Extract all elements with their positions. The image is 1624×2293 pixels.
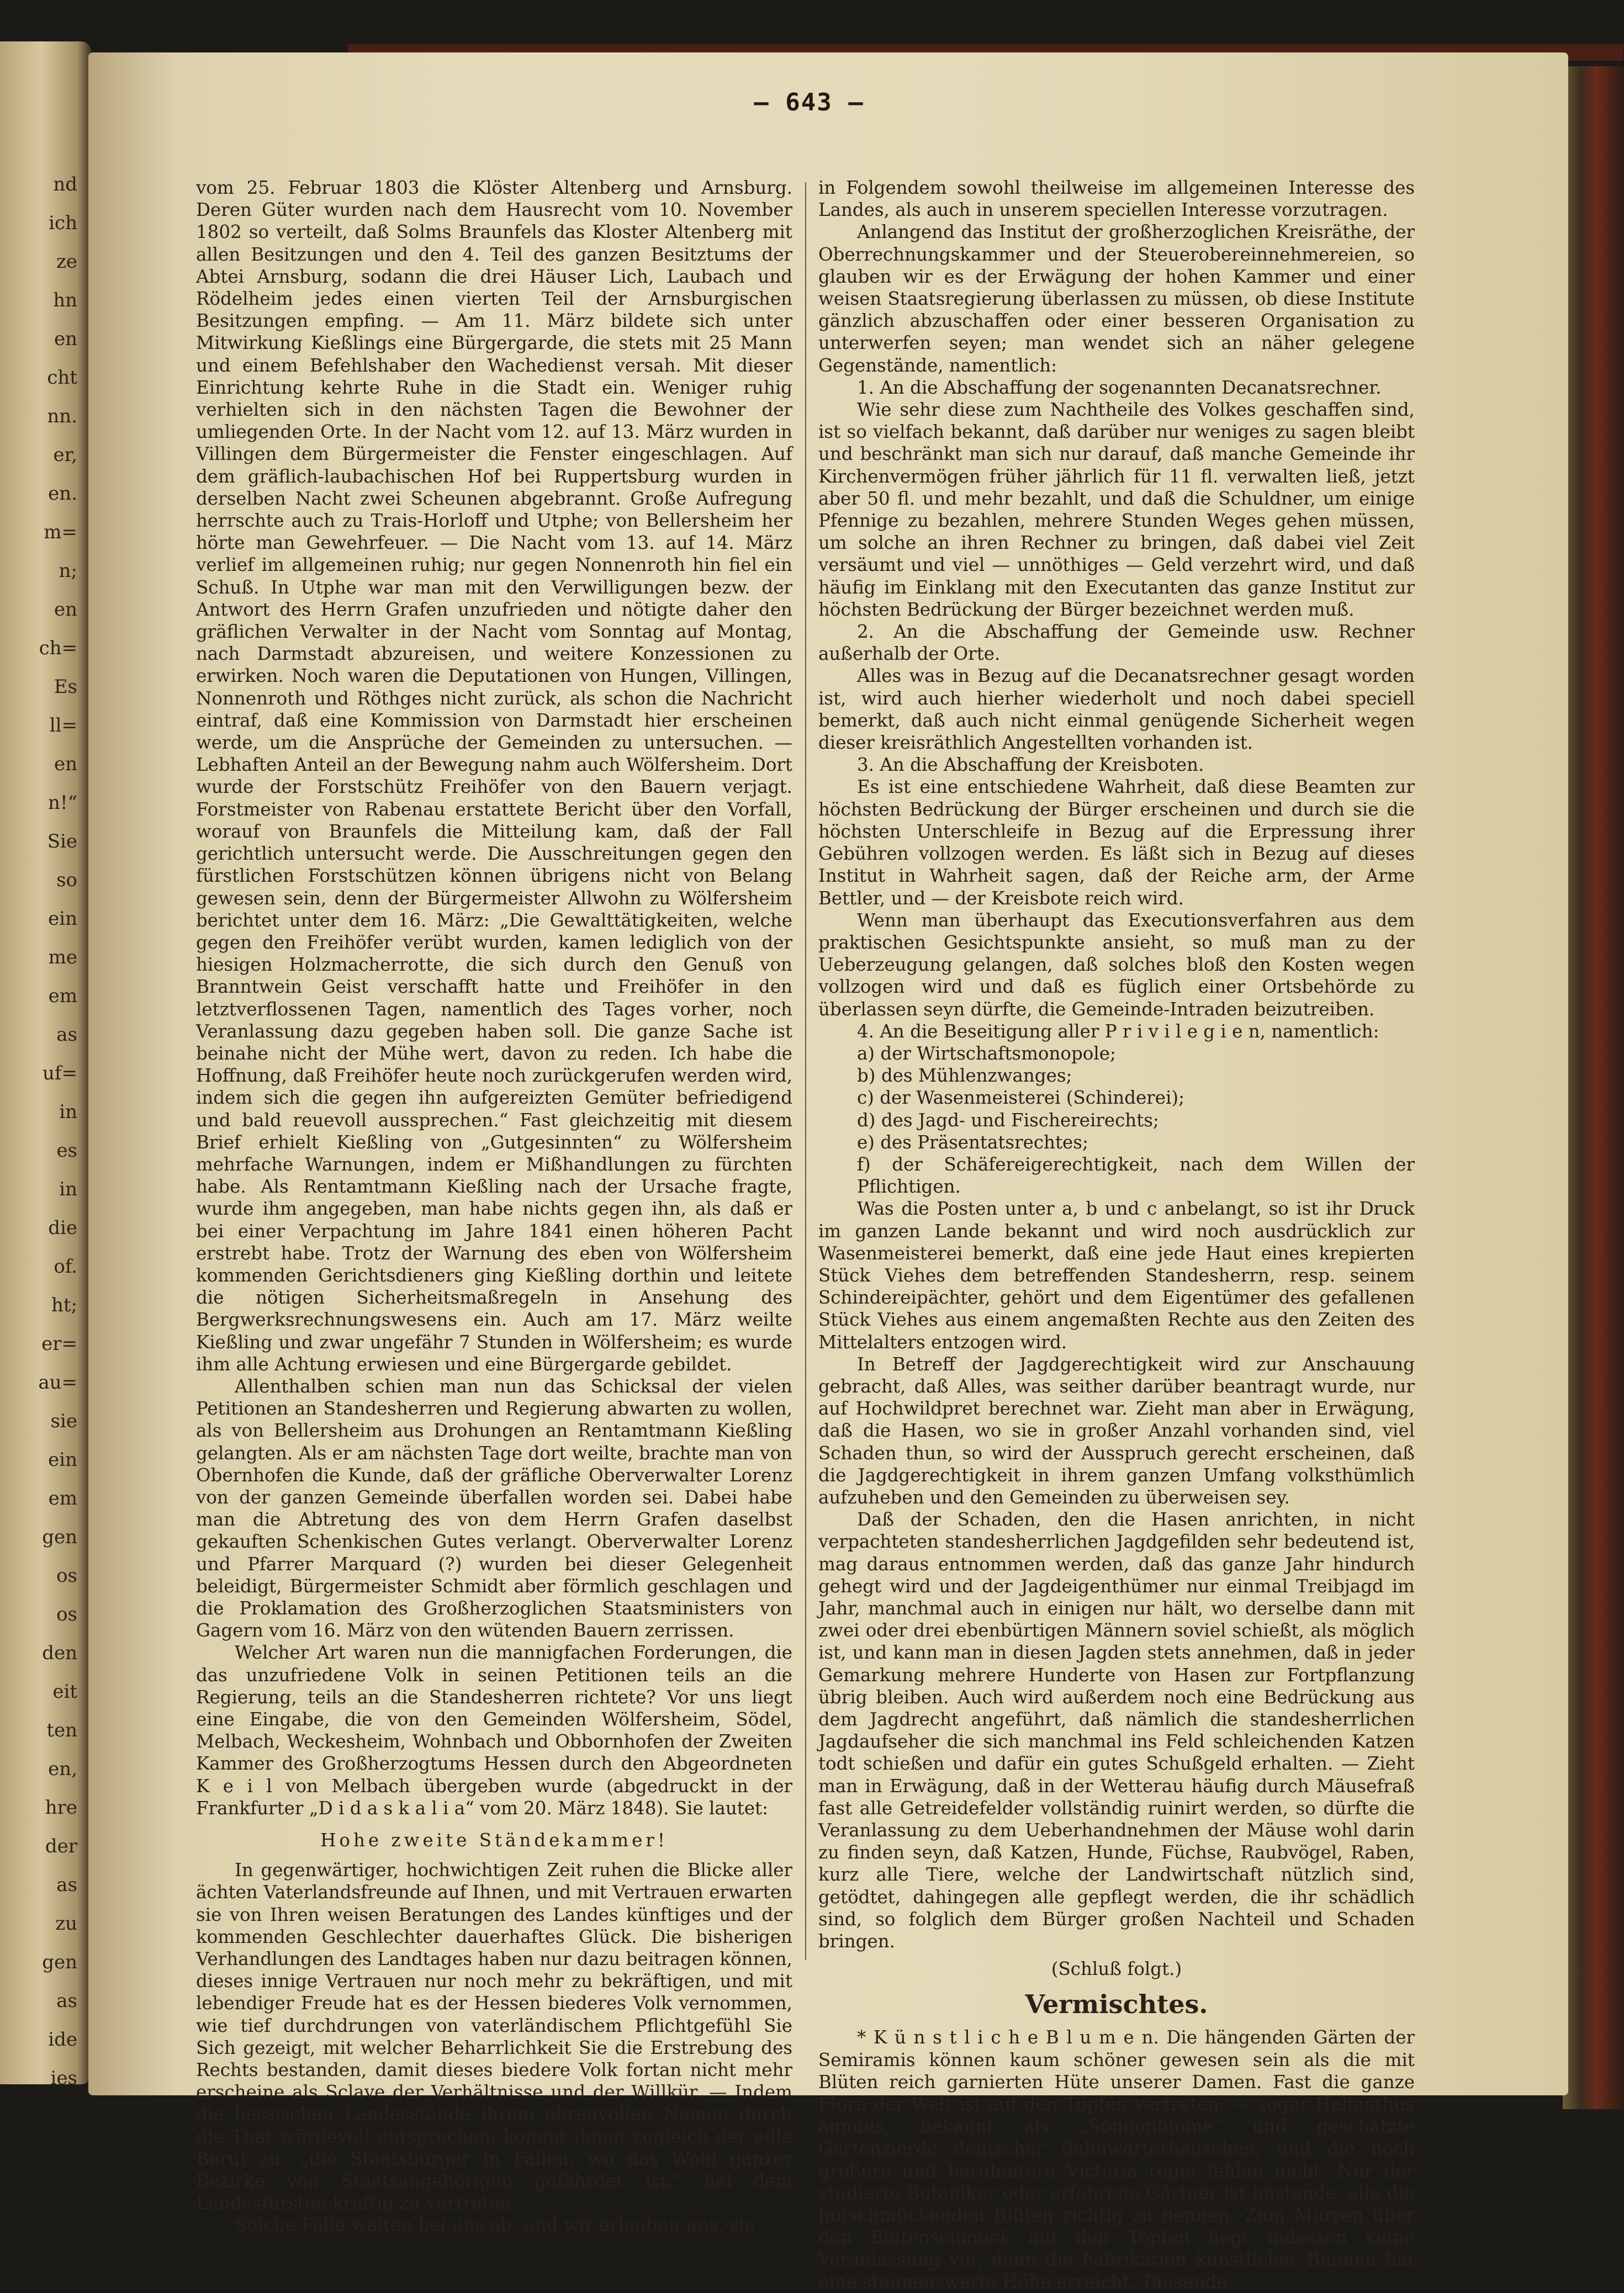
left-page-text-fragment: nn. [47, 405, 77, 427]
left-page-text-fragment: os [56, 1565, 77, 1587]
right-column [818, 177, 1415, 2292]
paragraph: 3. An die Abschaffung der Kreisboten. [857, 754, 1204, 776]
column-divider [805, 182, 806, 1960]
left-page-text-fragment: Es [54, 676, 77, 698]
left-page-text-fragment: es [56, 1140, 77, 1162]
continuation-note: (Schluß folgt.) [1051, 1958, 1182, 1980]
paragraph: Allenthalben schien man nun das Schicksal der vielen Petitionen an Standesherren und Regierung abwarten zu wollen, als von Bellersheim aus Drohungen an Rentamtmann Kießling gelangten. Als er am nächsten Tage dort weilte, brachte man von Obernhofen die Kunde, daß der gräfliche Oberverwalter Lorenz von der ganzen Gemeinde überfallen worden sei. Dabei habe man die Abtretung des von dem Herrn Grafen daselbst gekauften Schenkischen Gutes verlangt. Oberverwalter Lorenz und Pfarrer Marquard (?) wurden bei dieser Gelegenheit beleidigt, Bürgermeister Schmidt aber förmlich geschlagen und die Proklamation des Großherzoglichen Staatsministers von Gagern vom 16. März von den wütenden Bauern zerrissen. [196, 1375, 792, 1641]
book-binding-right [1563, 66, 1624, 2109]
left-page-text-fragment: en [54, 599, 77, 621]
left-page-text-fragment: der [45, 1835, 77, 1857]
left-page-text-fragment: en [54, 328, 77, 350]
paragraph: in Folgendem sowohl theilweise im allgemeinen Interesse des Landes, als auch in unserem speciellen Interesse vorzutragen. [818, 177, 1415, 221]
list-item: d) des Jagd- und Fischereirechts; [857, 1109, 1159, 1131]
left-page-text-fragment: nd [53, 173, 77, 195]
section-title: Vermischtes. [1025, 1989, 1208, 2020]
left-page-text-fragment: m= [44, 521, 77, 543]
left-page-text-fragment: ies [50, 2067, 77, 2089]
left-page-text-fragment: er= [41, 1333, 77, 1355]
list-item: e) des Präsentatsrechtes; [857, 1131, 1088, 1153]
list-item: a) der Wirtschaftsmonopole; [857, 1042, 1116, 1064]
paragraph: Daß der Schaden, den die Hasen anrichten, in nicht verpachteten standesherrlichen Jagdgefilden sehr bedeutend ist, mag daraus entnommen werden, daß das ganze Jahr hindurch gehegt wird und der Jagdeigenthümer nur einmal Treibjagd im Jahr, manchmal auch in einigen nur hält, wo derselbe dann mit zwei oder drei ebenbürtigen Männern soviel schießt, als möglich ist, und kann man in diesen Jagden stets annehmen, daß in jeder Gemarkung mehrere Hunderte von Hasen zur Fortpflanzung übrig bleiben. Auch wird außerdem noch eine Bedrückung aus dem Jagdrecht angeführt, daß nämlich die standesherrlichen Jagdaufseher die sich manchmal ins Feld schleichenden Katzen todt schießen und dafür ein gutes Schußgeld erhalten. — Zieht man in Erwägung, daß in der Wetterau häufig durch Mäusefraß fast alle Getreidefelder vollständig ruinirt werden, so dürfte die Veranlassung zu dem Ueberhandnehmen der Mäuse wohl darin zu finden seyn, daß Katzen, Hunde, Füchse, Raubvögel, Raben, kurz alle Tiere, welche der Landwirtschaft nützlich sind, getödtet, dahingegen alle gepflegt werden, die ihr schädlich sind, so folglich dem Bürger großen Nachteil und Schaden bringen. [818, 1509, 1415, 1952]
left-page-text-fragment: en, [48, 1758, 77, 1780]
left-page-text-fragment: em [48, 985, 77, 1007]
left-page-text-fragment: den [42, 1642, 77, 1664]
paragraph: Welcher Art waren nun die mannigfachen Forderungen, die das unzufriedene Volk in seinen Petitionen teils an die Regierung, teils an die Standesherren richtete? Vor uns liegt eine Eingabe, die von den Gemeinden Wölfersheim, Södel, Melbach, Weckesheim, Wohnbach und Obbornhofen der Zweiten Kammer des Großherzogtums Hessen durch den Abgeordneten K e i l von Melbach übergeben wurde (abgedruckt in der Frankfurter „D i d a s k a l i a“ vom 20. März 1848). Sie lautet: [196, 1642, 792, 1819]
left-page-text-fragment: gen [42, 1951, 77, 1973]
paragraph: 4. An die Beseitigung aller P r i v i l e g i e n, namentlich: [857, 1020, 1379, 1042]
left-page-text-fragment: ich [49, 212, 77, 234]
paragraph: Es ist eine entschiedene Wahrheit, daß diese Beamten zur höchsten Bedrückung der Bürger erscheinen und durch sie die höchsten Unterschleife in Bezug auf die Erpressung ihrer Gebühren vollzogen werden. Es läßt sich in Bezug auf dieses Institut in Wahrheit sagen, daß der Reiche arm, der Arme Bettler, und — der Kreisbote reich wird. [818, 776, 1415, 909]
paragraph: * K ü n s t l i c h e B l u m e n. Die hängenden Gärten der Semiramis können kaum schöner gewesen sein als die mit Blüten reich garnierten Hüte unserer Damen. Fast die ganze Flora der Welt ist auf den Töpfen vertreten; — sogar Helianthus annuus, bekannt als „Sonnenblume“ und geschätzte Gartenzierde deutscher Bahnwärterhäuschen, und die noch größere und berühmtere Victoria regia fehlen nicht. Nur der studierte Botaniker oder erfahrene Gärtner ist imstande, alle die hutschmückenden Blüten richtig zu nennen. Zum Murren über den Blütenschmuck auf den Töpfen liegt indessen keine Veranlassung vor, denn die Fabrikation künstlicher Blumen hat eine staunenswerte Höhe erreicht. Tausende [818, 2027, 1415, 2292]
left-page-text-fragment: hre [45, 1797, 77, 1819]
left-page-text-fragment: of. [54, 1256, 77, 1278]
paragraph: Wenn man überhaupt das Executionsverfahren aus dem praktischen Gesichtspunkte ansieht, so muß man zu der Ueberzeugung gelangen, daß solches bloß den Kosten wegen vollzogen wird und daß es füglich einer Ortsbehörde zu überlassen seyn dürfte, die Gemeinde-Intraden beizutreiben. [818, 909, 1415, 1020]
left-page-text-fragment: ein [48, 1449, 77, 1471]
list-item: f) der Schäfereigerechtigkeit, nach dem Willen der Pflichtigen. [857, 1153, 1415, 1198]
left-page-text-fragment: as [56, 1874, 77, 1896]
left-page-text-fragment: ten [46, 1719, 77, 1741]
paragraph: Anlangend das Institut der großherzoglichen Kreisräthe, der Oberrechnungskammer und der Steuerobereinnehmereien, so glauben wir es der Erwägung der hohen Kammer und einer weisen Staatsregierung überlassen zu müssen, ob diese Institute gänzlich abzuschaffen oder einer besseren Organisation zu unterwerfen seyen; man wendet sich an näher gelegene Gegenstände, namentlich: [818, 221, 1415, 376]
left-page-text-fragment: cht [47, 367, 77, 389]
left-page-text-fragment: gen [42, 1526, 77, 1548]
left-page-text-fragment: ht; [51, 1294, 77, 1316]
left-page-text-fragment: so [56, 869, 77, 891]
left-page-text-fragment: zu [55, 1913, 77, 1935]
paragraph: vom 25. Februar 1803 die Klöster Altenberg und Arnsburg. Deren Güter wurden nach dem Hausrecht vom 10. November 1802 so verteilt, daß Solms Braunfels das Kloster Altenberg mit allen Besitzungen und den 4. Teil des ganzen Besitztums der Abtei Arnsburg, sodann die drei Häuser Lich, Laubach und Rödelheim jedes einen vierten Teil der Arnsburgischen Besitzungen empfing. — Am 11. März bildete sich unter Mitwirkung Kießlings eine Bürgergarde, die stets mit 25 Mann und einem Befehlshaber den Wachedienst versah. Mit dieser Einrichtung kehrte Ruhe in die Stadt ein. Weniger ruhig verhielten sich in den nächsten Tagen die Bewohner der umliegenden Orte. In der Nacht vom 12. auf 13. März wurden in Villingen dem Bürgermeister die Fenster eingeschlagen. Auf dem gräflich-laubachischen Hof bei Ruppertsburg wurden in derselben Nacht zwei Scheunen abgebrannt. Große Aufregung herrschte auch zu Trais-Horloff und Utphe; von Bellersheim her hörte man Gewehrfeuer. — Die Nacht vom 13. auf 14. März verlief im allgemeinen ruhig; nur gegen Nonnenroth hin fiel ein Schuß. In Utphe war man mit den Verwilligungen bezw. der Antwort des Herrn Grafen unzufrieden und nötigte daher den gräflichen Verwalter in der Nacht vom Sonntag auf Montag, nach Darmstadt abzureisen, und weitere Konzessionen zu erwirken. Noch waren die Deputationen von Hungen, Villingen, Nonnenroth und Röthges nicht zurück, als schon die Nachricht eintraf, daß eine Kommission von Darmstadt hier erscheinen werde, um die Ansprüche der Gemeinden zu untersuchen. — Lebhaften Anteil an der Bewegung nahm auch Wölfersheim. Dort wurde der Forstschütz Freihöfer von den Bauern verjagt. Forstmeister von Rabenau erstattete Bericht über den Vorfall, worauf von Braunfels die Mitteilung kam, daß der Fall gerichtlich untersucht werde. Die Ausschreitungen gegen den fürstlichen Forstschützen können übrigens nicht von Belang gewesen sein, denn der Bürgermeister Allwohn zu Wölfersheim berichtet unter dem 16. März: „Die Gewalttätigkeiten, welche gegen den Freihöfer verübt wurden, kamen lediglich von der hiesigen Holzmacherrotte, die sich durch den Genuß von Branntwein Geist verschafft hatte und Freihöfer in den letztverflossenen Tagen, namentlich des Tages vorher, noch Veranlassung dazu gegeben haben soll. Die ganze Sache ist beinahe nicht der Mühe wert, davon zu reden. Ich habe die Hoffnung, daß Freihöfer heute noch zurückgerufen werden wird, indem sich die gegen ihn aufgereizten Gemüter befriedigend und bald reuevoll aussprechen.“ Fast gleichzeitig mit diesem Brief erhielt Kießling von „Gutgesinnten“ zu Wölfersheim mehrfache Warnungen, indem er Mißhandlungen zu fürchten habe. Als Rentamtmann Kießling nach der Ursache fragte, wurde ihm angegeben, man habe nichts gegen ihn, als daß er bei einer Verpachtung im Jahre 1841 einen höheren Pacht erstrebt habe. Trotz der Warnung des eben von Wölfersheim kommenden Gerichtsdieners ging Kießling dorthin und leitete die nötigen Sicherheitsmaßregeln in Ansehung des Bergwerksrechnungswesens ein. Auch am 17. März weilte Kießling und zwar ungefähr 7 Stunden in Wölfersheim; es wurde ihm alle Achtung erwiesen und eine Bürgergarde gebildet. [196, 177, 792, 1375]
left-page-text-fragment: ein [48, 908, 77, 930]
paragraph: 2. An die Abschaffung der Gemeinde usw. Rechner außerhalb der Orte. [818, 621, 1415, 665]
left-page-text-fragment: Sie [47, 830, 77, 852]
left-page-edge [0, 41, 91, 2089]
left-column [196, 177, 792, 2236]
paragraph: In Betreff der Jagdgerechtigkeit wird zur Anschauung gebracht, daß Alles, was seither darüber beantragt wurde, nur auf Hochwildpret berechnet war. Zieht man aber in Erwägung, daß die Hasen, wo sie in großer Anzahl vorhanden sind, viel Schaden thun, so wird der Ausspruch gerecht erscheinen, daß die Jagdgerechtigkeit in ihrem ganzen Umfang volksthümlich aufzuheben und den Gemeinden zu überweisen sey. [818, 1353, 1415, 1508]
left-page-text-fragment: en [54, 753, 77, 775]
left-page-text-fragment: as [56, 1990, 77, 2012]
left-page-text-fragment: n!“ [48, 792, 77, 814]
left-page-text-fragment: au= [38, 1371, 77, 1394]
left-page-text-fragment: sie [50, 1410, 77, 1432]
left-page-text-fragment: en. [48, 483, 77, 505]
list-item: c) der Wasenmeisterei (Schinderei); [857, 1087, 1185, 1109]
list-item: b) des Mühlenzwanges; [857, 1065, 1072, 1087]
paragraph: Was die Posten unter a, b und c anbelangt, so ist ihr Druck im ganzen Lande bekannt und wird noch ausdrücklich zur Wasenmeisterei bemerkt, daß eine jede Haut eines krepierten Stück Viehes dem betreffenden Standesherrn, resp. seinem Schindereipächter, gehört und dem Eigentümer des gefallenen Stück Viehes aus einem angemaßten Rechte aus den Zeiten des Mittelalters entzogen wird. [818, 1198, 1415, 1353]
left-page-text-fragment: ll= [49, 714, 77, 737]
left-page-text-fragment: uf= [43, 1062, 77, 1084]
left-page-text-fragment: in [59, 1101, 77, 1123]
paragraph: Alles was in Bezug auf die Decanatsrechner gesagt worden ist, wird auch hierher wiederholt und noch dabei speciell bemerkt, daß auch nicht einmal genügende Sicherheit wegen dieser kreisräthlich Angestellten vorhanden ist. [818, 665, 1415, 754]
left-page-text-fragment: me [48, 946, 77, 968]
left-page-text-fragment: os [56, 1603, 77, 1625]
left-page-text-fragment: die [48, 1217, 77, 1239]
left-page-text-fragment: em [48, 1487, 77, 1510]
left-page-text-fragment: eit [52, 1681, 77, 1703]
paragraph: Solche Fälle walten bei uns ob, und wir erlauben uns, sie [235, 2215, 755, 2236]
left-page-text-fragment: ide [48, 2029, 77, 2051]
left-page-text-fragment: as [56, 1024, 77, 1046]
left-page-text-fragment: n; [59, 560, 77, 582]
left-page-text-fragment: ch= [39, 637, 77, 659]
left-page-text-fragment: er, [53, 444, 77, 466]
paragraph: Wie sehr diese zum Nachtheile des Volkes geschaffen sind, ist so vielfach bekannt, daß darüber nur weniges zu sagen bleibt und beschränkt man sich nur darauf, daß manche Gemeinde ihr Kirchenvermögen früher jährlich für 11 fl. verwalten ließ, jetzt aber 50 fl. und mehr bezahlt, und daß die Schuldner, um einige Pfennige zu bezahlen, mehrere Stunden Weges gehen müssen, um solche an ihren Rechner zu bringen, daß dabei viel Zeit versäumt und viel — unnöthiges — Geld verzehrt wird, und daß häufig im Einklang mit den Executanten das ganze Institut zur höchsten Bedrückung der Bürger bezeichnet werden muß. [818, 399, 1415, 620]
left-page-text-fragment: hn [53, 289, 77, 311]
section-heading: Hohe zweite Ständekammer! [320, 1830, 668, 1851]
left-page-text-fragment: in [59, 1178, 77, 1200]
left-page-text-fragment: ze [56, 251, 77, 273]
paragraph: In gegenwärtiger, hochwichtigen Zeit ruhen die Blicke aller ächten Vaterlandsfreunde auf Ihnen, und mit Vertrauen erwarten sie von Ihren weisen Beratungen des Landes künftiges und der kommenden Geschlechter dauerhaftes Glück. Die bisherigen Verhandlungen des Landtages haben nur dazu beitragen können, dieses innige Vertrauen nur noch mehr zu bekräftigen, und mit lebendiger Freude hat es der Hessen biederes Volk vernommen, wie tief durchdrungen von vaterländischem Pflichtgefühl Sie Sich gezeigt, mit welcher Beharrlichkeit Sie die Erstrebung des Rechts bestanden, damit dieses biedere Volk fortan nicht mehr erscheine als Sclave der Verhältnisse und der Willkür. — Indem die hessischen Landesstände ihrem ehrenvollen Namen durch die That würdevoll entsprechen, kommt ihnen zugleich der edle Beruf zu: „die Staatsbürger in Fällen, wo das Wohl ganzer Bezirke von Staatsangehörigen gefährdet ist,“ bei dem Landesfürsten kräftig zu vertreten. [196, 1860, 792, 2214]
page-number: — 643 — [754, 88, 864, 116]
paragraph: 1. An die Abschaffung der sogenannten Decanatsrechner. [857, 377, 1382, 398]
